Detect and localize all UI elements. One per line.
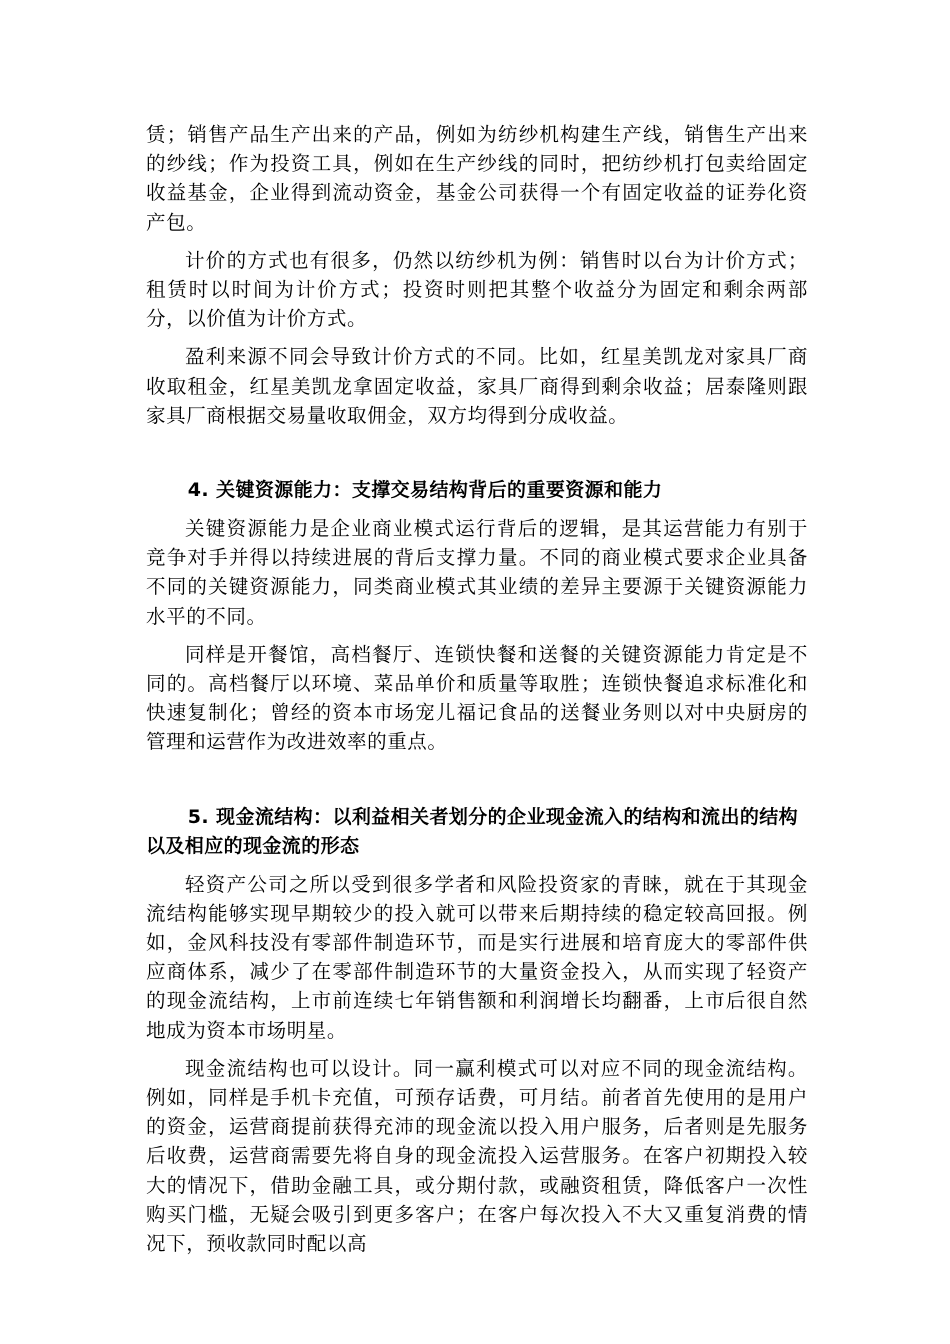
paragraph-spacer bbox=[146, 631, 808, 640]
section-spacer bbox=[146, 430, 808, 476]
section-spacer bbox=[146, 757, 808, 803]
section-5-heading: 5. 现金流结构：以利益相关者划分的企业现金流入的结构和流出的结构以及相应的现金流的形态 bbox=[146, 805, 799, 857]
section-4-paragraph-2: 同样是开餐馆，高档餐厅、连锁快餐和送餐的关键资源能力肯定是不同的。高档餐厅以环境、菜品单价和质量等取胜；连锁快餐追求标准化和快速复制化；曾经的资本市场宠儿福记食品的送餐业务则以对中央厨房的管理和运营作为改进效率的重点。 bbox=[146, 642, 808, 754]
heading-spacer bbox=[146, 861, 808, 870]
paragraph-spacer bbox=[146, 333, 808, 342]
section-5-paragraph-1: 轻资产公司之所以受到很多学者和风险投资家的青睐，就在于其现金流结构能够实现早期较少的投入就可以带来后期持续的稳定较高回报。例如，金风科技没有零部件制造环节，而是实行进展和培育庞大的零部件供应商体系，减少了在零部件制造环节的大量资金投入，从而实现了轻资产的现金流结构，上市前连续七年销售额和利润增长均翻番，上市后很自然地成为资本市场明星。 bbox=[146, 872, 808, 1042]
paragraph-continuation: 赁；销售产品生产出来的产品，例如为纺纱机构建生产线，销售生产出来的纱线；作为投资工具，例如在生产纱线的同时，把纺纱机打包卖给固定收益基金，企业得到流动资金，基金公司获得一个有固定收益的证券化资产包。 bbox=[146, 123, 808, 234]
heading-spacer bbox=[146, 505, 808, 514]
paragraph-spacer bbox=[146, 1045, 808, 1054]
document-body bbox=[146, 120, 808, 1258]
section-5-paragraph-2: 现金流结构也可以设计。同一赢利模式可以对应不同的现金流结构。例如，同样是手机卡充值，可预存话费，可月结。前者首先使用的是用户的资金，运营商提前获得充沛的现金流以投入用户服务，后者则是先服务后收费，运营商需要先将自身的现金流投入运营服务。在客户初期投入较大的情况下，借助金融工具，或分期付款，或融资租赁，降低客户一次性购买门槛，无疑会吸引到更多客户；在客户每次投入不大又重复消费的情况下，预收款同时配以高 bbox=[146, 1056, 808, 1256]
paragraph-pricing-methods: 计价的方式也有很多，仍然以纺纱机为例：销售时以台为计价方式；租赁时以时间为计价方式；投资时则把其整个收益分为固定和剩余两部分，以价值为计价方式。 bbox=[146, 248, 808, 331]
paragraph-profit-source: 盈利来源不同会导致计价方式的不同。比如，红星美凯龙对家具厂商收取租金，红星美凯龙拿固定收益，家具厂商得到剩余收益；居泰隆则跟家具厂商根据交易量收取佣金，双方均得到分成收益。 bbox=[146, 345, 808, 427]
paragraph-spacer bbox=[146, 237, 808, 246]
section-4-paragraph-1: 关键资源能力是企业商业模式运行背后的逻辑，是其运营能力有别于竞争对手并得以持续进展的背后支撑力量。不同的商业模式要求企业具备不同的关键资源能力，同类商业模式其业绩的差异主要源于关键资源能力水平的不同。 bbox=[146, 517, 808, 628]
section-4-heading: 4. 关键资源能力：支撑交易结构背后的重要资源和能力 bbox=[187, 479, 663, 502]
